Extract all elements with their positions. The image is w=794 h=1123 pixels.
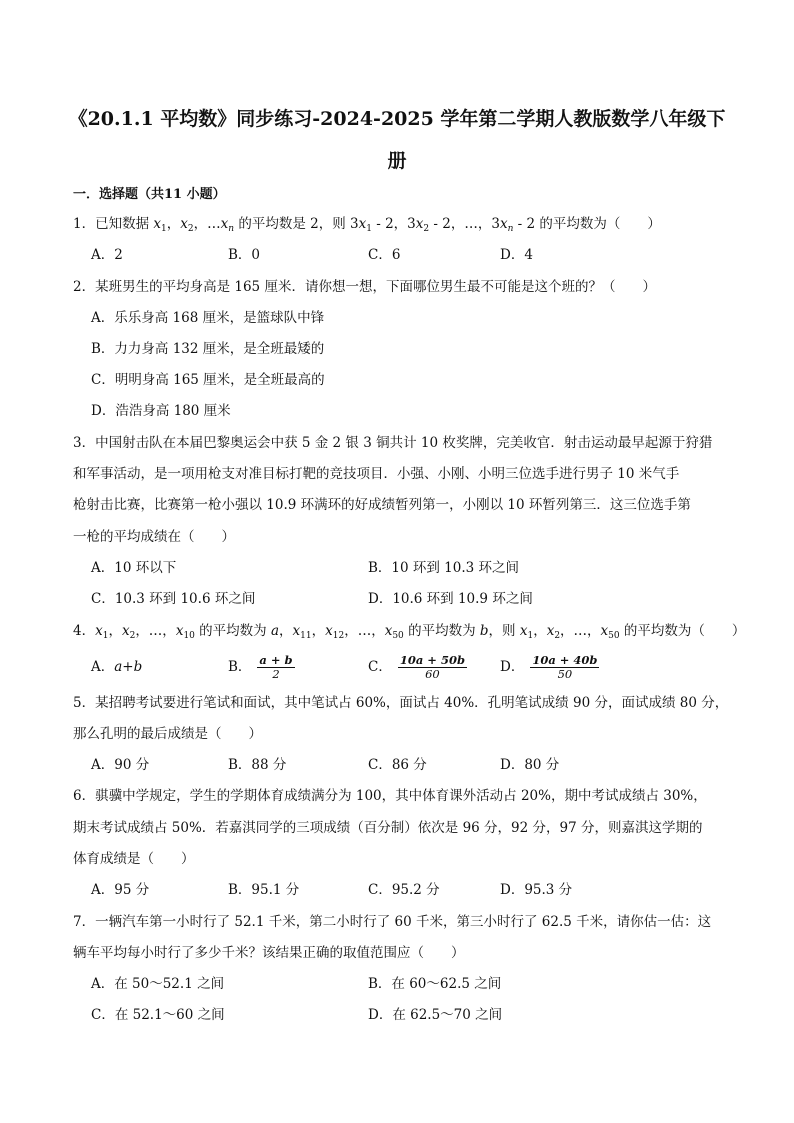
section-heading: 一．选择题（共11 小题） <box>73 187 226 202</box>
q1-text-tail: 的平均数为（ ） <box>535 216 661 232</box>
q3-option-d[interactable]: D．10.6 环到 10.9 环之间 <box>368 591 533 607</box>
q4-option-d-denominator: 50 <box>557 667 573 681</box>
q4-option-c-label: C． <box>368 659 392 675</box>
q4-option-b-label: B． <box>228 659 252 675</box>
q1-option-a[interactable]: A．2 <box>91 247 123 263</box>
q4-text-1: 的平均数为 <box>194 623 271 639</box>
question-6-line-1: 6．骐骥中学规定，学生的学期体育成绩满分为 100，其中体育课外活动占 20%，期中考试成绩占 30%， <box>73 788 707 804</box>
q5-option-a[interactable]: A．90 分 <box>91 757 150 773</box>
q4-option-b[interactable] <box>228 647 295 687</box>
q4-option-d-fraction <box>530 654 599 681</box>
question-3-line-1: 3．中国射击队在本届巴黎奥运会中获 5 金 2 银 3 铜共计 10 枚奖牌，完美收官．射击运动最早起源于狩猎 <box>73 435 713 451</box>
q1-text-post: 的平均数是 2，则 3 <box>234 216 359 232</box>
q5-option-b[interactable]: B．88 分 <box>228 757 287 773</box>
question-6-line-2: 期末考试成绩占 50%．若嘉淇同学的三项成绩（百分制）依次是 96 分，92 分，97 分，则嘉淇这学期的 <box>73 820 703 836</box>
q2-option-d[interactable]: D．浩浩身高 180 厘米 <box>91 403 231 419</box>
title-line-1: 《20.1.1 平均数》同步练习-2024-2025 学年第二学期人教版数学八年级下 <box>68 108 726 130</box>
q5-option-d[interactable]: D．80 分 <box>500 757 560 773</box>
q4-option-c-numerator: 10a + 50b <box>399 653 465 667</box>
question-3-line-4: 一枪的平均成绩在（ ） <box>73 529 235 545</box>
q4-option-d-label: D． <box>500 659 525 675</box>
q2-option-a[interactable]: A．乐乐身高 168 厘米，是篮球队中锋 <box>91 310 325 326</box>
q4-var-b: b <box>479 623 489 639</box>
q4-option-b-fraction <box>257 654 294 681</box>
q4-option-d-numerator: 10a + 40b <box>532 653 598 667</box>
q4-option-a[interactable] <box>91 657 142 677</box>
q4-option-c-denominator: 60 <box>425 667 440 681</box>
q6-option-a[interactable]: A．95 分 <box>91 882 150 898</box>
q4-var-a: a <box>270 623 280 639</box>
question-7-line-1: 7．一辆汽车第一小时行了 52.1 千米，第二小时行了 60 千米，第三小时行了 62.5 千米，请你估一估：这 <box>73 914 712 930</box>
question-1-stem: 1．已知数据 $x_1$，$x_2$，$\dots x_n$ 的平均数是 2，则 $3x_1 - 2$，$3x_2 - 2$，…，$3x_n - 2$ 的平均数为（ ） <box>73 216 661 234</box>
q7-option-c[interactable]: C．在 52.1～60 之间 <box>91 1007 225 1023</box>
question-7-line-2: 辆车平均每小时行了多少千米？该结果正确的取值范围应（ ） <box>73 945 465 961</box>
question-3-line-2: 和军事活动，是一项用枪支对准目标打靶的竞技项目．小强、小刚、小明三位选手进行男子 10 米气手 <box>73 466 680 482</box>
q4-text-2: 的平均数为 <box>403 623 480 639</box>
q3-option-b[interactable]: B．10 环到 10.3 环之间 <box>368 560 520 576</box>
q5-option-c[interactable]: C．86 分 <box>368 757 427 773</box>
q4-option-a-expr: a+b <box>114 659 143 675</box>
q6-option-b[interactable]: B．95.1 分 <box>228 882 300 898</box>
question-3-line-3: 枪射击比赛，比赛第一枪小强以 10.9 环满环的好成绩暂列第一，小刚以 10 环暂列第三．这三位选手第 <box>73 497 691 513</box>
q4-option-b-numerator: a + b <box>259 653 293 667</box>
q4-option-a-label: A． <box>91 659 115 675</box>
question-6-line-3: 体育成绩是（ ） <box>73 851 195 867</box>
q1-option-c[interactable]: C．6 <box>368 247 401 263</box>
q3-option-a[interactable]: A．10 环以下 <box>91 560 177 576</box>
q4-number: 4． <box>73 623 96 639</box>
q7-option-d[interactable]: D．在 62.5～70 之间 <box>368 1007 503 1023</box>
question-4-stem: 4．$x_1$，$x_2$，…，$x_{10}$ 的平均数为 a，$x_{11}$，$x_{12}$，…，$x_{50}$ 的平均数为 b，则 $x_1$，$x_2$，…，$x_{50}$ 的平均数为（ ） <box>73 623 746 641</box>
q2-option-c[interactable]: C．明明身高 165 厘米，是全班最高的 <box>91 372 325 388</box>
q7-option-a[interactable]: A．在 50～52.1 之间 <box>91 976 225 992</box>
question-5-line-1: 5．某招聘考试要进行笔试和面试，其中笔试占 60%，面试占 40%．孔明笔试成绩 90 分，面试成绩 80 分， <box>73 695 729 711</box>
q4-option-c[interactable] <box>368 647 467 687</box>
q4-option-c-fraction <box>398 654 467 681</box>
page-title <box>60 98 734 182</box>
q3-option-c[interactable]: C．10.3 环到 10.6 环之间 <box>91 591 256 607</box>
q6-option-c[interactable]: C．95.2 分 <box>368 882 440 898</box>
q4-option-b-denominator: 2 <box>272 667 280 681</box>
q1-text-pre: 1．已知数据 <box>73 216 154 232</box>
q7-option-b[interactable]: B．在 60～62.5 之间 <box>368 976 502 992</box>
q2-option-b[interactable]: B．力力身高 132 厘米，是全班最矮的 <box>91 341 325 357</box>
q4-text-tail: 的平均数为（ ） <box>619 623 746 639</box>
q6-option-d[interactable]: D．95.3 分 <box>500 882 573 898</box>
title-line-2: 册 <box>387 150 407 172</box>
question-2-stem: 2．某班男生的平均身高是 165 厘米．请你想一想，下面哪位男生最不可能是这个班的？（ ） <box>73 279 656 295</box>
question-5-line-2: 那么孔明的最后成绩是（ ） <box>73 726 262 742</box>
q4-option-d[interactable] <box>500 647 599 687</box>
q1-option-d[interactable]: D．4 <box>500 247 533 263</box>
q1-option-b[interactable]: B．0 <box>228 247 261 263</box>
q4-text-3: ，则 <box>488 623 520 639</box>
